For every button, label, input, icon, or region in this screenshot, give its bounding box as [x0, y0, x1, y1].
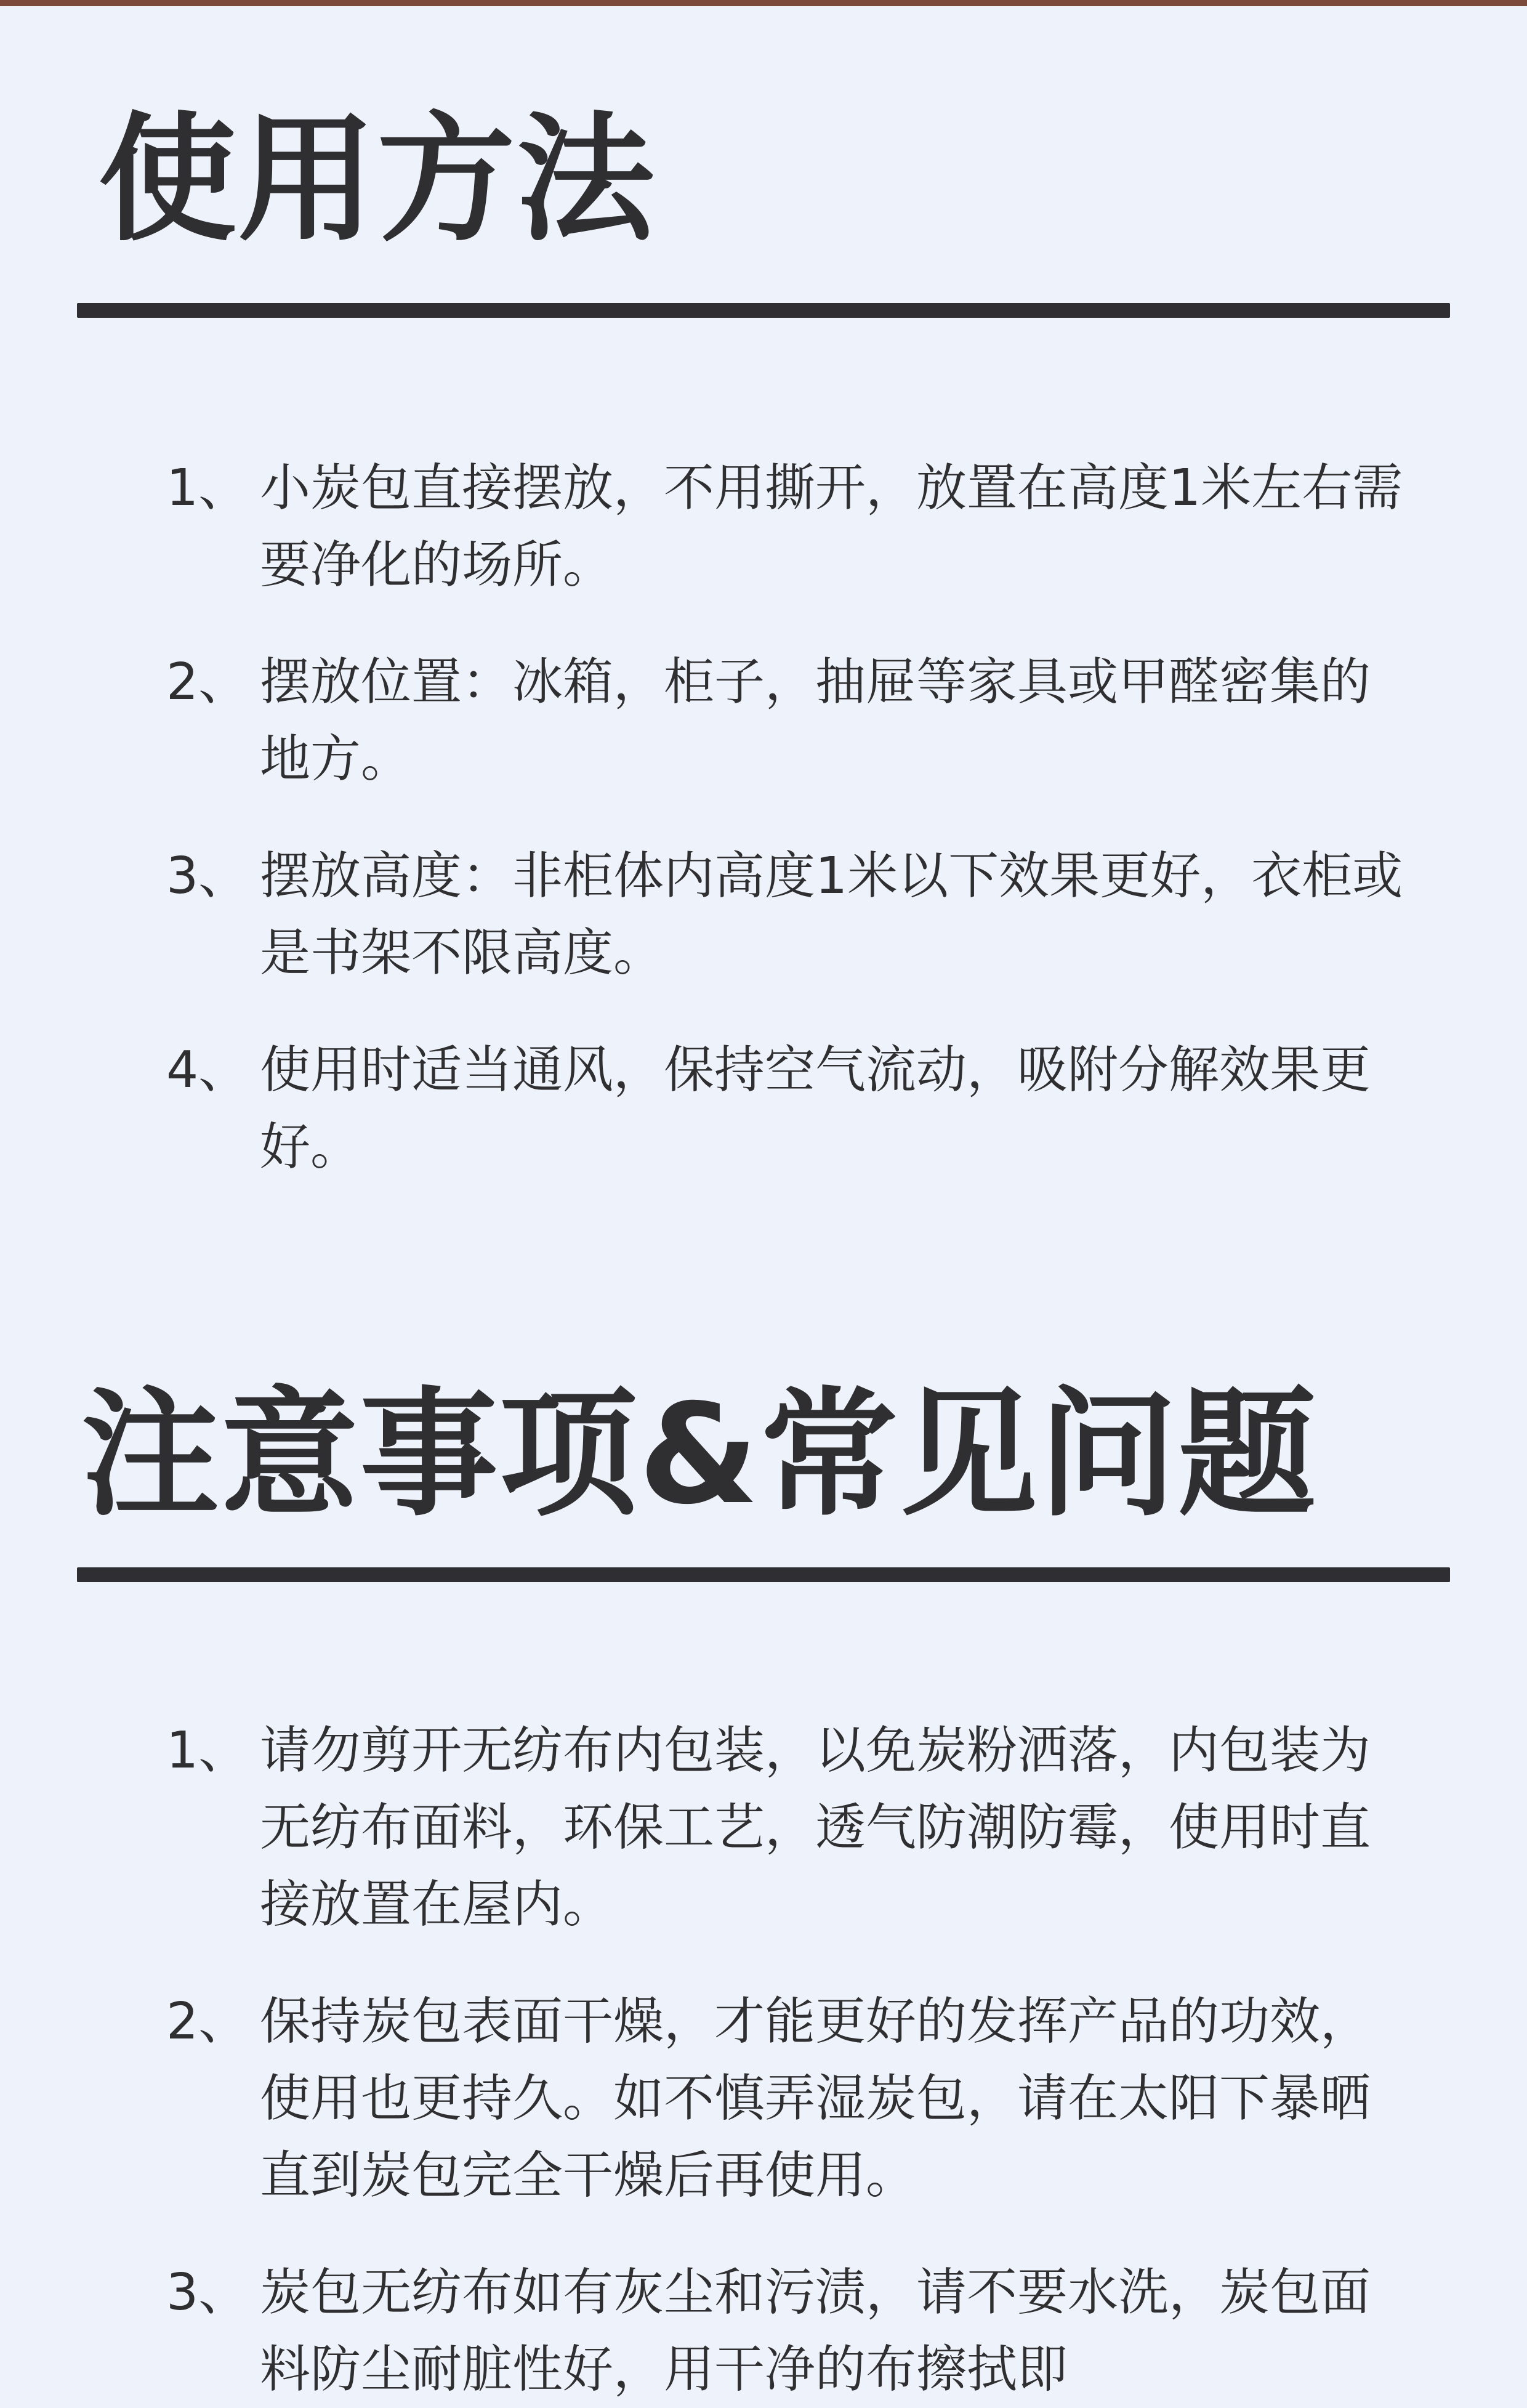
usage-item-1-number: 1、 — [166, 459, 249, 517]
usage-item-4 — [166, 1032, 1404, 1186]
notes-faq-section-title: 注意事项&常见问题 — [81, 1374, 1318, 1535]
usage-instructions-list — [166, 450, 1404, 1186]
usage-title-divider — [77, 303, 1450, 318]
notes-item-2 — [166, 1983, 1404, 2214]
notes-item-2-number: 2、 — [166, 1992, 249, 2051]
usage-item-3 — [166, 838, 1404, 992]
usage-item-3-number: 3、 — [166, 847, 249, 905]
usage-item-2 — [166, 644, 1404, 798]
notes-faq-title-divider — [77, 1567, 1450, 1582]
notes-faq-list — [166, 1712, 1404, 2408]
notes-item-3-number: 3、 — [166, 2263, 249, 2322]
usage-item-2-text: 摆放位置：冰箱，柜子，抽屉等家具或甲醛密集的地方。 — [260, 653, 1371, 788]
usage-item-1-text: 小炭包直接摆放，不用撕开，放置在高度1米左右需要净化的场所。 — [260, 459, 1403, 594]
usage-section-title: 使用方法 — [99, 99, 656, 260]
notes-item-1-text: 请勿剪开无纺布内包装，以免炭粉洒落，内包装为无纺布面料，环保工艺，透气防潮防霉，使用时直接放置在屋内。 — [260, 1721, 1371, 1934]
notes-item-3-text: 炭包无纺布如有灰尘和污渍，请不要水洗，炭包面料防尘耐脏性好，用干净的布擦拭即 — [260, 2263, 1371, 2399]
usage-item-4-number: 4、 — [166, 1041, 249, 1099]
usage-item-1 — [166, 450, 1404, 604]
notes-item-1-number: 1、 — [166, 1721, 249, 1780]
top-accent-bar — [0, 0, 1527, 6]
usage-item-2-number: 2、 — [166, 653, 249, 711]
notes-item-2-text: 保持炭包表面干燥，才能更好的发挥产品的功效，使用也更持久。如不慎弄湿炭包，请在太阳下暴晒直到炭包完全干燥后再使用。 — [260, 1992, 1371, 2205]
usage-item-4-text: 使用时适当通风，保持空气流动，吸附分解效果更好。 — [260, 1041, 1371, 1176]
usage-item-3-text: 摆放高度：非柜体内高度1米以下效果更好，衣柜或是书架不限高度。 — [260, 847, 1403, 982]
notes-item-1 — [166, 1712, 1404, 1943]
notes-item-3 — [166, 2254, 1404, 2408]
